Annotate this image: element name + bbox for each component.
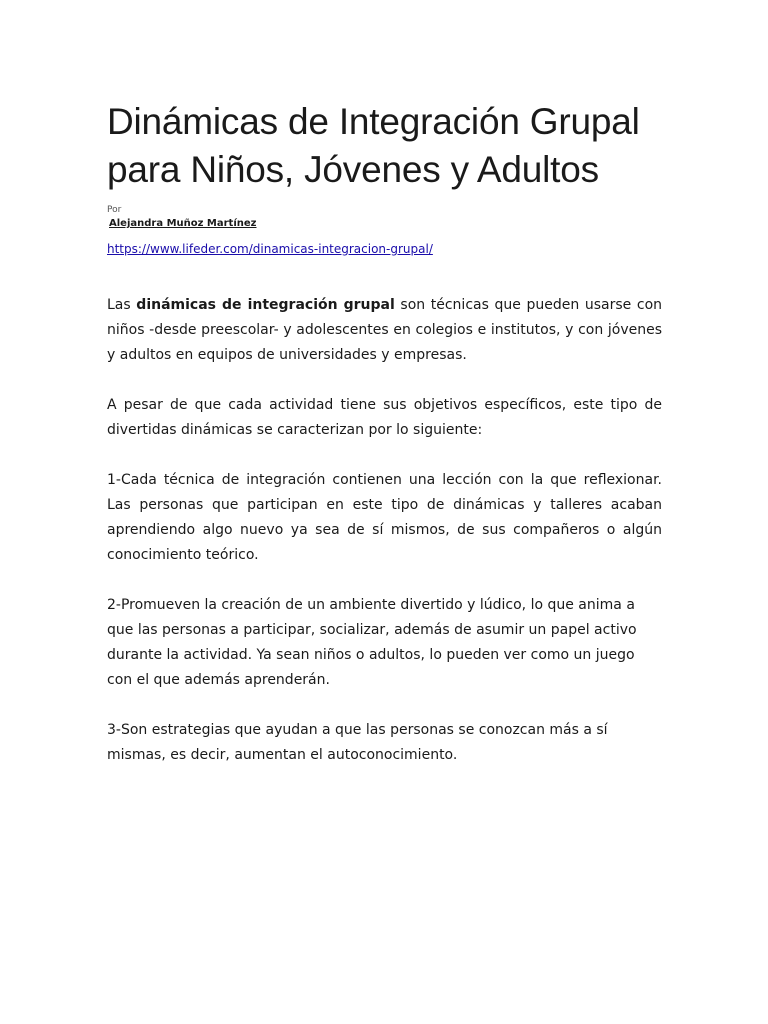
author-link[interactable]: Alejandra Muñoz Martínez (109, 218, 257, 229)
document-page (107, 98, 662, 793)
by-label: Por (107, 205, 122, 215)
source-url-link[interactable]: https://www.lifeder.com/dinamicas-integracion-grupal/ (107, 242, 433, 256)
point-2-paragraph: 2-Promueven la creación de un ambiente divertido y lúdico, lo que anima a que las personas a participar, socializar, además de asumir un papel activo durante la actividad. Ya sean niños o adultos, lo pueden ver como un juego con el que además aprenderán. (107, 597, 637, 688)
intro-suffix: son técnicas que pueden usarse con niños -desde preescolar- y adolescentes en colegios e institutos, y con jóvenes y adultos en equipos de universidades y empresas. (107, 297, 663, 363)
paragraph-2: A pesar de que cada actividad tiene sus objetivos específicos, este tipo de divertidas dinámicas se caracterizan por lo siguiente: (107, 397, 662, 438)
point-3-paragraph: 3-Son estrategias que ayudan a que las personas se conozcan más a sí mismas, es decir, aumentan el autoconocimiento. (107, 722, 608, 763)
point-1-paragraph: 1-Cada técnica de integración contienen una lección con la que reflexionar. Las personas que participan en este tipo de dinámicas y talleres acaban aprendiendo algo nuevo ya sea de sí mismos, de sus compañeros o algún conocimiento teórico. (107, 472, 662, 563)
article-title: Dinámicas de Integración Grupal para Niños, Jóvenes y Adultos (107, 101, 640, 190)
intro-paragraph (107, 293, 662, 368)
article-body (107, 293, 662, 768)
intro-prefix: Las (107, 297, 137, 313)
intro-bold-term: dinámicas de integración grupal (136, 297, 395, 313)
byline (107, 204, 662, 230)
